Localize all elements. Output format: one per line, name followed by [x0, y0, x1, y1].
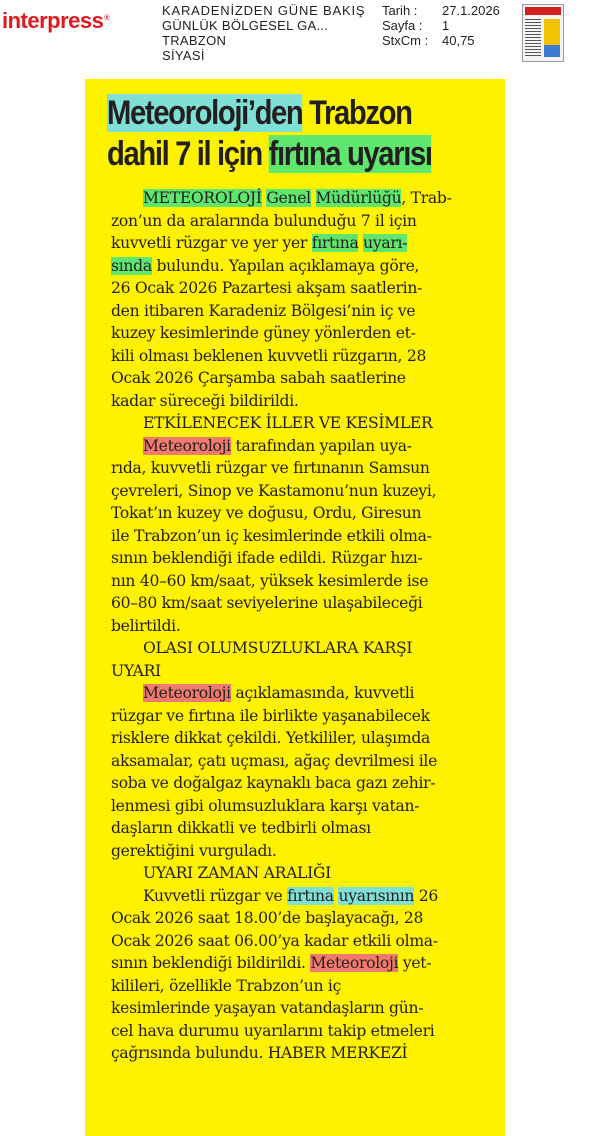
article-line: ile Trabzon’un iç kesimlerinde etkili olma- — [111, 526, 432, 545]
headline-text: dahil 7 il için — [107, 135, 269, 173]
article-text: 26 — [414, 886, 439, 905]
keyword-highlight: Meteoroloji — [143, 436, 231, 455]
keyword-highlight: Meteoroloji — [143, 684, 231, 702]
article-line: kilileri, özellikle Trabzon’un iç — [111, 976, 341, 995]
article-line: çevreleri, Sinop ve Kastamonu’nun kuzeyi, — [111, 481, 437, 500]
article-text: açıklamasında, kuvvetli — [230, 684, 415, 702]
publication-city: TRABZON — [162, 33, 227, 48]
keyword-highlight: fırtına — [311, 234, 359, 252]
publication-type: GÜNLÜK BÖLGESEL GA... — [162, 18, 329, 33]
article-text: sının beklendiği bildirildi. — [111, 954, 311, 972]
interpress-logo — [2, 8, 109, 34]
article-line: Tokat’ın kuzey ve doğusu, Ordu, Giresun — [111, 504, 422, 522]
article-line: 60–80 km/saat seviyelerine ulaşabileceği — [111, 594, 423, 612]
thumbnail-column — [525, 19, 541, 57]
headline-line-1 — [107, 93, 444, 134]
news-clipping — [85, 79, 505, 1136]
keyword-highlight: Müdürlüğü — [315, 189, 402, 207]
article-line: kesimlerinde yaşayan vatandaşların gün- — [111, 999, 424, 1017]
article-text: kuvvetli rüzgar ve yer yer — [111, 234, 312, 252]
article-body — [111, 187, 507, 1065]
article-line — [111, 435, 507, 458]
date-row — [382, 4, 500, 19]
page-label: Sayfa : — [382, 18, 423, 33]
headline-highlight: fırtına uyarısı — [268, 135, 432, 173]
keyword-highlight: sında — [111, 256, 152, 275]
article-line: aksamalar, çatı uçması, ağaç devrilmesi ile — [111, 751, 438, 770]
date-value: 27.1.2026 — [442, 3, 500, 18]
article-line — [111, 255, 507, 278]
clip-details — [382, 4, 500, 49]
article-line: gerektiğini vurguladı. — [111, 841, 277, 860]
thumbnail-photo — [544, 45, 560, 57]
date-label: Tarih : — [382, 3, 418, 18]
article-line — [111, 187, 507, 210]
article-text: , Trab- — [401, 189, 452, 207]
section-heading: UYARI — [111, 661, 161, 680]
article-line: soba ve doğalgaz kaynaklı baca gazı zehir- — [111, 774, 436, 792]
keyword-highlight: METEOROLOJİ — [143, 189, 262, 207]
article-line: den itibaren Karadeniz Bölgesi’nin iç ve — [111, 301, 416, 320]
article-line: kuzey kesimlerinde güney yönlerden et- — [111, 324, 416, 342]
publication-info — [162, 4, 365, 64]
headline-text: Trabzon — [302, 94, 412, 132]
thumbnail-masthead — [525, 7, 561, 15]
article-line — [111, 232, 507, 255]
article-text: tarafından yapılan uya- — [230, 436, 412, 455]
article-line — [111, 682, 507, 705]
stxcm-label: StxCm : — [382, 33, 429, 48]
article-line — [111, 952, 507, 975]
article-line: rıda, kuvvetli rüzgar ve fırtınanın Samsun — [111, 459, 430, 477]
article-line: rüzgar ve fırtına ile birlikte yaşanabilecek — [111, 706, 430, 725]
publication-name: KARADENİZDEN GÜNE BAKIŞ — [162, 3, 366, 18]
article-line: daşların dikkatli ve tedbirli olması — [111, 819, 371, 837]
page-value: 1 — [442, 18, 450, 33]
article-line: zon’un da aralarında bulunduğu 7 il için — [111, 211, 417, 230]
logo-text: interpress — [2, 8, 104, 33]
headline-highlight: Meteoroloji’den — [107, 94, 303, 132]
section-heading: ETKİLENECEK İLLER VE KESİMLER — [143, 414, 433, 432]
section-heading: OLASI OLUMSUZLUKLARA KARŞI — [143, 639, 413, 657]
article-line: belirtildi. — [111, 616, 181, 635]
page-row — [382, 19, 500, 34]
registered-mark: ® — [104, 14, 110, 22]
page-thumbnail-icon[interactable] — [522, 4, 564, 62]
article-line: cel hava durumu uyarılarını takip etmeleri — [111, 1021, 435, 1040]
article-line: lenmesi gibi olumsuzluklara karşı vatan- — [111, 796, 420, 815]
article-text: bulundu. Yapılan açıklamaya göre, — [151, 256, 420, 275]
article-line: risklere dikkat çekildi. Yetkililer, ulaşımda — [111, 729, 431, 747]
keyword-highlight: uyarı- — [363, 234, 408, 252]
stxcm-row — [382, 34, 500, 49]
section-heading: UYARI ZAMAN ARALIĞI — [143, 864, 331, 882]
article-line: 26 Ocak 2026 Pazartesi akşam saatlerin- — [111, 279, 423, 297]
keyword-highlight: Genel — [266, 189, 311, 207]
keyword-highlight: fırtına — [287, 886, 334, 905]
headline — [107, 93, 444, 175]
keyword-highlight: Meteoroloji — [310, 954, 399, 972]
article-line: sının beklendiği ifade edildi. Rüzgar hızı- — [111, 549, 423, 567]
article-line: Ocak 2026 Çarşamba sabah saatlerine — [111, 369, 406, 387]
article-line: nın 40–60 km/saat, yüksek kesimlerde ise — [111, 571, 429, 590]
article-text: yet- — [398, 954, 432, 972]
article-line: kadar süreceği bildirildi. — [111, 391, 299, 410]
article-line: Ocak 2026 saat 06.00’ya kadar etkili olma- — [111, 931, 438, 950]
keyword-highlight: uyarısının — [338, 886, 415, 905]
article-line: Ocak 2026 saat 18.00’de başlayacağı, 28 — [111, 909, 424, 927]
article-line: kili olması beklenen kuvvetli rüzgarın, 28 — [111, 346, 427, 365]
article-text: Kuvvetli rüzgar ve — [143, 886, 288, 905]
headline-line-2 — [107, 134, 444, 175]
stxcm-value: 40,75 — [442, 33, 475, 48]
publication-section: SİYASİ — [162, 48, 205, 63]
article-line: çağrısında bulundu. HABER MERKEZİ — [111, 1044, 408, 1062]
article-line — [111, 885, 507, 908]
